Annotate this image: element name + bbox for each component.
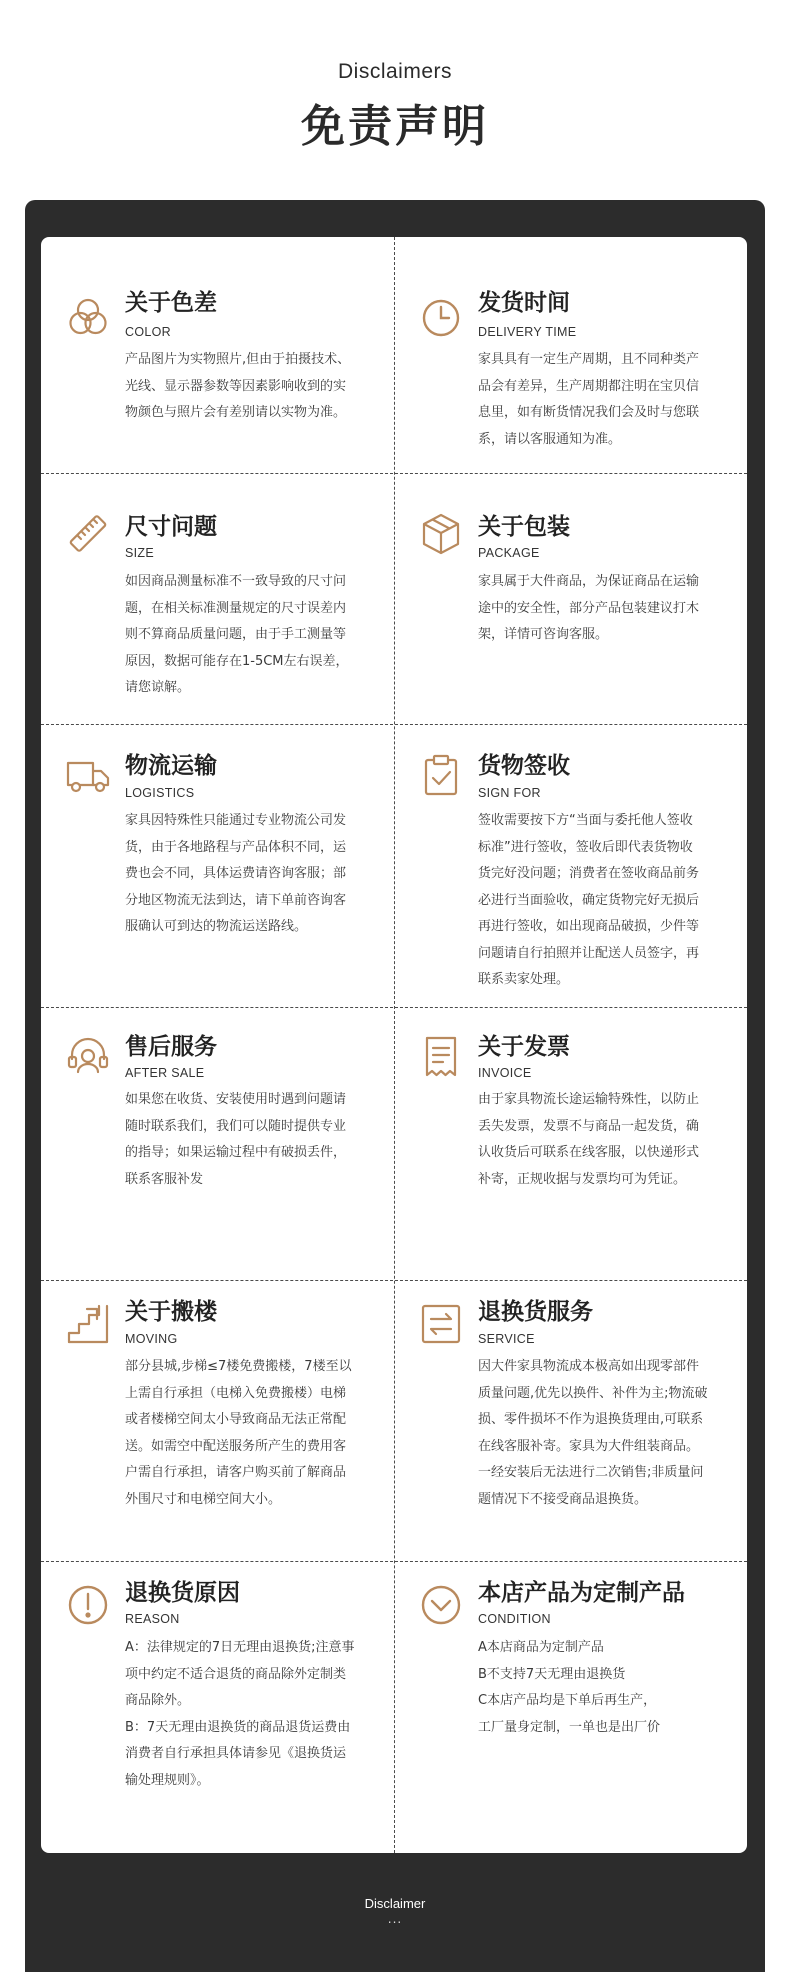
disclaimer-section <box>41 1280 394 1561</box>
section-subtitle: DELIVERY TIME <box>478 325 577 339</box>
disclaimer-section <box>394 237 747 473</box>
disclaimer-section <box>41 724 394 1007</box>
section-description <box>125 1354 365 1513</box>
disclaimer-row <box>41 1561 747 1853</box>
exclamation-icon <box>65 1582 111 1628</box>
section-title: 关于搬楼 <box>125 1299 217 1325</box>
section-subtitle: COLOR <box>125 325 171 339</box>
description-line: 丢失发票，发票不与商品一起发货，确 <box>478 1118 700 1134</box>
description-line: 认收货后可联系在线客服，以快递形式 <box>478 1145 700 1160</box>
section-subtitle: AFTER SALE <box>125 1066 205 1080</box>
description-line: 原因，数据可能存在1-5CM左右误差， <box>125 653 349 669</box>
section-title: 售后服务 <box>125 1034 217 1060</box>
description-line: 请您谅解。 <box>125 680 191 695</box>
section-subtitle: MOVING <box>125 1332 178 1346</box>
headset-icon <box>65 1034 111 1080</box>
footer-dots: ... <box>387 1912 403 1926</box>
section-title: 物流运输 <box>125 753 217 779</box>
chevron-down-circle-icon <box>418 1582 464 1628</box>
section-title: 关于发票 <box>478 1034 570 1060</box>
description-line: 质量问题,优先以换件、补件为主;物流破 <box>478 1385 708 1401</box>
description-line: 部分县城,步梯≤7楼免费搬楼，7楼至以 <box>125 1359 352 1374</box>
description-line: 商品除外。 <box>125 1693 191 1708</box>
clock-icon <box>418 295 464 341</box>
section-title: 尺寸问题 <box>125 514 217 540</box>
section-description <box>125 569 365 702</box>
description-line: 架，详情可咨询客服。 <box>478 627 609 642</box>
section-title: 关于色差 <box>125 290 217 316</box>
description-line: 联系客服补发 <box>125 1171 204 1187</box>
clipboard-check-icon <box>418 752 464 798</box>
section-description <box>125 347 365 427</box>
section-description <box>125 1635 365 1794</box>
description-line: 因大件家具物流成本极高如出现零部件 <box>478 1359 700 1374</box>
disclaimer-section <box>41 1561 394 1853</box>
section-title: 发货时间 <box>478 290 570 316</box>
section-title: 货物签收 <box>478 753 570 779</box>
disclaimer-section <box>41 1007 394 1280</box>
exchange-icon <box>418 1301 464 1347</box>
section-subtitle: PACKAGE <box>478 546 540 560</box>
description-line: 工厂量身定制，一单也是出厂价 <box>478 1719 661 1735</box>
description-line: 输处理规则》。 <box>125 1772 210 1788</box>
section-title: 退换货原因 <box>125 1580 240 1606</box>
section-subtitle: SIGN FOR <box>478 786 541 800</box>
description-line: 外围尺寸和电梯空间大小。 <box>125 1491 282 1507</box>
disclaimer-section <box>41 473 394 724</box>
description-line: 产品图片为实物照片,但由于拍摄技术、 <box>125 352 351 367</box>
section-subtitle: INVOICE <box>478 1066 532 1080</box>
section-subtitle: SERVICE <box>478 1332 535 1346</box>
truck-icon <box>65 752 111 798</box>
ruler-icon <box>65 511 111 557</box>
stairs-icon <box>65 1301 111 1347</box>
description-line: 则不算商品质量问题，由于手工测量等 <box>125 627 347 642</box>
description-line: A本店商品为定制产品 <box>478 1640 604 1655</box>
description-line: 货，由于各地路程与产品体积不同，运 <box>125 839 347 855</box>
description-line: 的指导；如果运输过程中有破损丢件， <box>125 1145 347 1160</box>
disclaimer-section <box>394 1007 747 1280</box>
page-title-en: Disclaimers <box>337 60 452 83</box>
disclaimer-row <box>41 1007 747 1281</box>
section-description <box>478 569 718 649</box>
description-line: 项中约定不适合退货的商品除外定制类 <box>125 1666 347 1682</box>
section-subtitle: CONDITION <box>478 1612 551 1626</box>
section-description <box>478 1354 718 1513</box>
disclaimer-section <box>41 237 394 473</box>
description-line: 费也会不同，具体运费请咨询客服；部 <box>125 866 347 881</box>
description-line: A：法律规定的7日无理由退换货;注意事 <box>125 1640 355 1655</box>
description-line: 联系卖家处理。 <box>478 972 570 987</box>
section-description <box>478 347 718 453</box>
description-line: 息里，如有断货情况我们会及时与您联 <box>478 405 700 420</box>
section-title: 退换货服务 <box>478 1299 593 1325</box>
disclaimer-row <box>41 724 747 1008</box>
page-header <box>0 0 790 154</box>
description-line: 如果您在收货、安装使用时遇到问题请 <box>125 1092 347 1107</box>
description-line: 在线客服补寄。家具为大件组装商品。 <box>478 1438 700 1454</box>
section-title: 本店产品为定制产品 <box>478 1580 685 1606</box>
description-line: 损、零件损坏不作为退换货理由,可联系 <box>478 1412 704 1427</box>
description-line: 分地区物流无法到达，请下单前咨询客 <box>125 892 347 908</box>
description-line: 签收需要按下方“当面与委托他人签收 <box>478 813 693 828</box>
section-description <box>478 808 718 994</box>
description-line: 题情况下不接受商品退换货。 <box>478 1491 648 1507</box>
description-line: 或者楼梯空间太小导致商品无法正常配 <box>125 1412 347 1427</box>
section-description <box>478 1087 718 1193</box>
description-line: B不支持7天无理由退换货 <box>478 1666 626 1682</box>
description-line: 货完好没问题；消费者在签收商品前务 <box>478 866 700 881</box>
section-subtitle: REASON <box>125 1612 180 1626</box>
color-circles-icon <box>65 295 111 341</box>
package-box-icon <box>418 511 464 557</box>
page-title-cn: 免责声明 <box>301 101 489 152</box>
description-line: 物颜色与照片会有差别请以实物为准。 <box>125 405 347 420</box>
section-subtitle: SIZE <box>125 546 154 560</box>
description-line: 途中的安全性，部分产品包装建议打木 <box>478 600 700 616</box>
disclaimer-row <box>41 1280 747 1562</box>
description-line: C本店产品均是下单后再生产， <box>478 1693 657 1708</box>
section-description <box>125 808 365 941</box>
disclaimer-row <box>41 473 747 725</box>
description-line: 上需自行承担（电梯入免费搬楼）电梯 <box>125 1385 347 1401</box>
description-line: 系，请以客服通知为准。 <box>478 431 622 447</box>
description-line: 家具属于大件商品，为保证商品在运输 <box>478 574 700 589</box>
description-line: 光线、显示器参数等因素影响收到的实 <box>125 378 347 394</box>
description-line: 由于家具物流长途运输特殊性，以防止 <box>478 1092 700 1107</box>
disclaimer-section <box>394 724 747 1007</box>
description-line: B：7天无理由退换货的商品退货运费由 <box>125 1719 351 1735</box>
description-line: 随时联系我们，我们可以随时提供专业 <box>125 1118 347 1134</box>
section-description <box>478 1635 718 1741</box>
footer-label: Disclaimer <box>364 1896 426 1911</box>
description-line: 补寄，正规收据与发票均可为凭证。 <box>478 1171 687 1187</box>
description-line: 题，在相关标准测量规定的尺寸误差内 <box>125 600 347 616</box>
receipt-icon <box>418 1034 464 1080</box>
description-line: 品会有差异，生产周期都注明在宝贝信 <box>478 378 700 394</box>
description-line: 家具因特殊性只能通过专业物流公司发 <box>125 813 347 828</box>
disclaimer-row <box>41 237 747 474</box>
disclaimer-section <box>394 473 747 724</box>
section-title: 关于包装 <box>478 514 570 540</box>
description-line: 再进行签收，如出现商品破损，少件等 <box>478 919 700 934</box>
description-line: 一经安装后无法进行二次销售;非质量问 <box>478 1465 704 1480</box>
description-line: 必进行当面验收，确定货物完好无损后 <box>478 892 700 908</box>
disclaimer-section <box>394 1561 747 1853</box>
disclaimer-card <box>41 237 747 1853</box>
description-line: 户需自行承担，请客户购买前了解商品 <box>125 1465 347 1480</box>
disclaimer-section <box>394 1280 747 1561</box>
section-subtitle: LOGISTICS <box>125 786 195 800</box>
description-line: 消费者自行承担具体请参见《退换货运 <box>125 1746 347 1761</box>
description-line: 问题请自行拍照并让配送人员签字，再 <box>478 945 700 961</box>
description-line: 服确认可到达的物流运送路线。 <box>125 919 308 934</box>
description-line: 标准”进行签收，签收后即代表货物收 <box>478 839 693 855</box>
description-line: 送。如需空中配送服务所产生的费用客 <box>125 1438 347 1454</box>
description-line: 如因商品测量标准不一致导致的尺寸问 <box>125 574 347 589</box>
disclaimer-frame <box>25 200 765 1972</box>
description-line: 家具具有一定生产周期，且不同种类产 <box>478 352 700 367</box>
section-description <box>125 1087 365 1193</box>
